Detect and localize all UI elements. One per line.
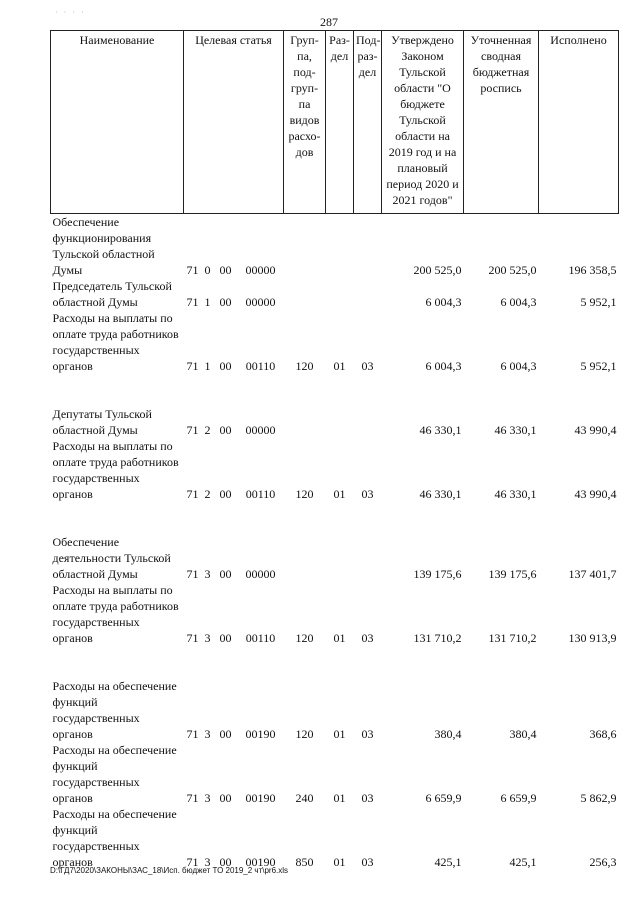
cell-group: 120 (295, 631, 314, 645)
cell-t1: 71 (186, 295, 199, 309)
cell-subsection (354, 278, 382, 310)
cell-t1: 71 (186, 855, 199, 869)
row-spacer (51, 374, 619, 406)
cell-refined: 6 659,9 (500, 791, 537, 805)
cell-name: Обеспечение деятельности Тульской областной Думы (52, 535, 171, 581)
cell-section: 01 (333, 855, 346, 869)
cell-t4: 00000 (245, 567, 276, 581)
cell-section (326, 278, 354, 310)
cell-section: 01 (333, 791, 346, 805)
cell-executed: 196 358,5 (568, 263, 617, 277)
cell-group: 120 (295, 487, 314, 501)
cell-name: Расходы на обеспечение функций государственных органов (52, 807, 177, 869)
cell-t4: 00110 (245, 359, 276, 373)
header-row (51, 31, 619, 214)
footer-file-path: D:\ГД7\2020\ЗАКОНЫ\ЗАС_18\Исп. бюджет ТО 2019_2 чт\pr6.xls (50, 866, 289, 875)
header-refined: Уточненная сводная бюджетная роспись (464, 31, 539, 214)
cell-subsection (354, 534, 382, 582)
page-number: 287 (320, 15, 338, 29)
cell-t1: 71 (186, 359, 199, 373)
cell-group: 240 (295, 791, 314, 805)
cell-executed: 256,3 (589, 855, 617, 869)
cell-subsection: 03 (361, 359, 374, 373)
cell-t4: 00190 (245, 791, 276, 805)
cell-group: 120 (295, 727, 314, 741)
cell-t4: 00110 (245, 487, 276, 501)
cell-name: Расходы на выплаты по оплате труда работников государственных органов (52, 311, 179, 373)
table-row (51, 406, 619, 438)
cell-approved: 6 004,3 (425, 359, 462, 373)
cell-t1: 71 (186, 567, 199, 581)
cell-t1: 71 (186, 727, 199, 741)
cell-t3: 00 (219, 791, 232, 805)
header-subsection: Под-раз-дел (354, 31, 382, 214)
cell-group (284, 534, 326, 582)
cell-section: 01 (333, 727, 346, 741)
header-approved: Утверждено Законом Тульской области "О бюджете Тульской области на 2019 год и на плановый период 2020 и 2021 годов" (382, 31, 464, 214)
cell-approved: 425,1 (434, 855, 462, 869)
cell-group: 850 (295, 855, 314, 869)
cell-refined: 200 525,0 (488, 263, 537, 277)
cell-refined: 46 330,1 (494, 423, 537, 437)
row-spacer (51, 646, 619, 678)
cell-group (284, 278, 326, 310)
cell-t2: 2 (204, 487, 211, 501)
cell-approved: 6 659,9 (425, 791, 462, 805)
cell-t2: 3 (204, 855, 211, 869)
header-target-article: Целевая статья (184, 31, 284, 214)
table-row (51, 214, 619, 279)
cell-executed: 43 990,4 (574, 487, 617, 501)
table-row (51, 678, 619, 742)
table-row (51, 438, 619, 502)
cell-group: 120 (295, 359, 314, 373)
header-group: Груп-па, под-груп-па видов расхо-дов (284, 31, 326, 214)
cell-t4: 00000 (245, 423, 276, 437)
cell-approved: 200 525,0 (413, 263, 462, 277)
cell-approved: 46 330,1 (419, 423, 462, 437)
cell-refined: 139 175,6 (488, 567, 537, 581)
cell-t2: 3 (204, 791, 211, 805)
cell-t3: 00 (219, 295, 232, 309)
cell-refined: 46 330,1 (494, 487, 537, 501)
header-name: Наименование (51, 31, 184, 214)
cell-t4: 00000 (245, 295, 276, 309)
cell-executed: 368,6 (589, 727, 617, 741)
cell-t2: 3 (204, 631, 211, 645)
cell-refined: 6 004,3 (500, 359, 537, 373)
cell-t3: 00 (219, 359, 232, 373)
cell-executed: 43 990,4 (574, 423, 617, 437)
cell-t3: 00 (219, 855, 232, 869)
cell-t3: 00 (219, 631, 232, 645)
cell-approved: 46 330,1 (419, 487, 462, 501)
cell-section (326, 406, 354, 438)
table-row (51, 310, 619, 374)
cell-executed: 137 401,7 (568, 567, 617, 581)
scan-marks: · · · · (55, 8, 86, 17)
cell-approved: 6 004,3 (425, 295, 462, 309)
cell-refined: 380,4 (509, 727, 537, 741)
cell-t1: 71 (186, 791, 199, 805)
table-row (51, 278, 619, 310)
spacer-cell (51, 374, 619, 406)
cell-name: Расходы на обеспечение функций государственных органов (52, 743, 177, 805)
cell-refined: 131 710,2 (488, 631, 537, 645)
table-row (51, 582, 619, 646)
cell-executed: 5 862,9 (580, 791, 617, 805)
table-row (51, 534, 619, 582)
cell-subsection: 03 (361, 487, 374, 501)
cell-approved: 131 710,2 (413, 631, 462, 645)
cell-name: Расходы на обеспечение функций государственных органов (52, 679, 177, 741)
cell-t1: 71 (186, 263, 199, 277)
cell-t3: 00 (219, 263, 232, 277)
cell-executed: 130 913,9 (568, 631, 617, 645)
cell-t2: 1 (204, 359, 211, 373)
cell-t4: 00190 (245, 855, 276, 869)
cell-t4: 00110 (245, 631, 276, 645)
cell-t4: 00000 (245, 263, 276, 277)
budget-table (50, 30, 619, 870)
cell-approved: 380,4 (434, 727, 462, 741)
cell-t1: 71 (186, 487, 199, 501)
cell-t1: 71 (186, 423, 199, 437)
cell-subsection: 03 (361, 631, 374, 645)
cell-t3: 00 (219, 423, 232, 437)
cell-subsection (354, 406, 382, 438)
cell-t2: 3 (204, 567, 211, 581)
cell-section: 01 (333, 631, 346, 645)
cell-t2: 0 (204, 263, 211, 277)
cell-section (326, 534, 354, 582)
header-section: Раз-дел (326, 31, 354, 214)
cell-refined: 6 004,3 (500, 295, 537, 309)
cell-subsection: 03 (361, 855, 374, 869)
row-spacer (51, 502, 619, 534)
cell-t4: 00190 (245, 727, 276, 741)
table-row (51, 742, 619, 806)
cell-executed: 5 952,1 (580, 295, 617, 309)
cell-t1: 71 (186, 631, 199, 645)
cell-group (284, 214, 326, 279)
header-executed: Исполнено (539, 31, 619, 214)
cell-t2: 3 (204, 727, 211, 741)
cell-section (326, 214, 354, 279)
cell-subsection: 03 (361, 727, 374, 741)
cell-t3: 00 (219, 567, 232, 581)
cell-name: Председатель Тульской областной Думы (52, 279, 172, 309)
cell-group (284, 406, 326, 438)
table-body (51, 214, 619, 871)
cell-refined: 425,1 (509, 855, 537, 869)
cell-name: Расходы на выплаты по оплате труда работников государственных органов (52, 583, 179, 645)
cell-name: Расходы на выплаты по оплате труда работников государственных органов (52, 439, 179, 501)
cell-t2: 2 (204, 423, 211, 437)
cell-t3: 00 (219, 487, 232, 501)
cell-section: 01 (333, 487, 346, 501)
table-row (51, 806, 619, 870)
spacer-cell (51, 502, 619, 534)
cell-subsection: 03 (361, 791, 374, 805)
cell-section: 01 (333, 359, 346, 373)
cell-executed: 5 952,1 (580, 359, 617, 373)
cell-name: Обеспечение функционирования Тульской областной Думы (52, 215, 155, 277)
cell-t2: 1 (204, 295, 211, 309)
cell-approved: 139 175,6 (413, 567, 462, 581)
cell-subsection (354, 214, 382, 279)
cell-t3: 00 (219, 727, 232, 741)
cell-name: Депутаты Тульской областной Думы (52, 407, 152, 437)
spacer-cell (51, 646, 619, 678)
